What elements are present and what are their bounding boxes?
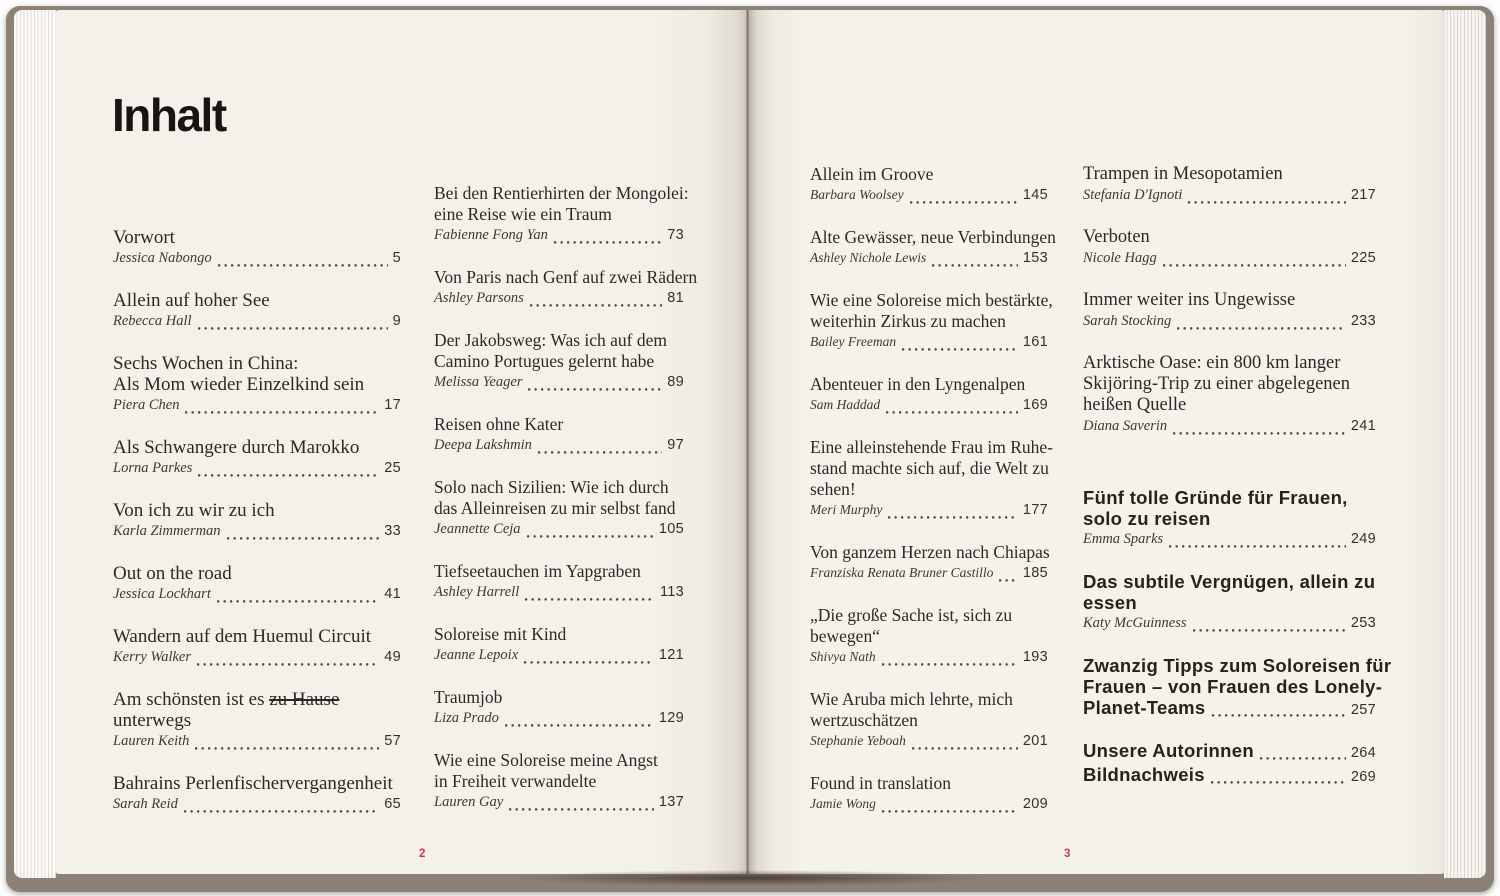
page-ref: 97 [667,437,684,453]
page-ref: 89 [667,374,684,390]
page-ref: 225 [1350,250,1376,266]
entry-title-line: Verboten [1083,227,1150,247]
toc-entry [113,563,401,607]
entry-title-line: unterwegs [113,710,192,731]
dotted-leader [1193,629,1346,632]
entry-title-line: in Freiheit verwandelte [434,771,597,791]
entry-author-line [810,334,1048,355]
page-edges-right [1444,10,1486,878]
author-name: Nicole Hagg [1083,250,1157,266]
entry-title-line: Bei den Rentierhirten der Mongolei: [434,183,689,203]
dotted-leader [527,535,654,538]
entry-author-line [810,250,1048,271]
toc-entry [434,183,689,248]
toc-entry [113,500,401,544]
toc-entry [434,687,684,731]
author-name: Deepa Lakshmin [434,437,532,453]
toc-entry [810,437,1053,523]
dotted-leader [509,808,654,811]
dotted-leader [932,264,1018,267]
entry-title-line: Von Paris nach Genf auf zwei Rädern [434,267,698,287]
page-ref: 41 [384,586,401,602]
page-ref: 129 [658,710,684,726]
entry-author-line [810,733,1048,754]
author-name: Sarah Stocking [1083,313,1172,329]
spine-shadow [512,870,988,886]
page-ref: 177 [1022,502,1048,518]
entry-title-line: Immer weiter ins Ungewisse [1083,290,1296,310]
author-name: Emma Sparks [1083,531,1164,547]
book-gutter [746,10,749,874]
entry-title-line: Wie eine Soloreise meine Angst [434,750,658,770]
entry-title-line: Als Mom wieder Einzelkind sein [113,374,365,395]
toc-entry [434,624,684,668]
entry-title-line: Bildnachweis 269 [1083,764,1376,788]
entry-title-line: Reisen ohne Kater [434,414,564,434]
author-name: Ashley Nichole Lewis [810,250,927,265]
dotted-leader [198,327,388,330]
entry-author-line [113,733,401,754]
toc-entry [434,330,684,395]
dotted-leader [888,516,1018,519]
book [6,6,1494,892]
entry-title-line: Zwanzig Tipps zum Soloreisen für [1083,655,1392,676]
author-name: Ashley Harrell [434,584,520,600]
toc-column-4 [1083,164,1392,807]
dotted-leader [902,348,1018,351]
dotted-leader [538,451,662,454]
toc-entry [434,267,698,311]
author-name: Franziska Renata Bruner Castillo [810,565,994,580]
entry-title-line: essen [1083,592,1137,613]
dotted-leader [185,411,379,414]
entry-author-line [113,649,401,670]
entry-title-line: wertzuschätzen [810,710,918,730]
entry-author-line [1083,250,1376,271]
author-name: Jamie Wong [810,796,876,811]
page-ref: 57 [384,733,401,749]
entry-title-line: Trampen in Mesopotamien [1083,164,1283,184]
author-name: Katy McGuinness [1083,615,1187,631]
entry-title-line: sehen! [810,479,856,499]
toc-entry [1083,290,1376,334]
entry-author-line [434,437,684,458]
entry-author-line [810,565,1048,586]
page-ref: 161 [1022,334,1048,350]
page-ref: 33 [384,523,401,539]
page-ref: 9 [392,313,401,329]
entry-title-line: bewegen“ [810,626,880,646]
entry-author-line [434,521,684,542]
author-name: Lauren Gay [434,794,504,810]
author-name: Meri Murphy [810,502,883,517]
author-name: Shivya Nath [810,649,876,664]
author-name: Jessica Nabongo [113,250,212,266]
page-ref: 113 [659,584,684,600]
entry-author-line [810,187,1048,208]
entry-title-line: Vorwort [113,227,175,248]
author-name: Lorna Parkes [113,460,193,476]
entry-title-line: Von ganzem Herzen nach Chiapas [810,542,1050,562]
toc-entry [434,750,684,815]
folio-left: 2 [419,848,426,860]
dotted-leader [999,579,1018,582]
author-name: Sam Haddad [810,397,881,412]
author-name: Bailey Freeman [810,334,897,349]
toc-entry [113,227,401,271]
toc-entry [113,689,401,754]
entry-title-line: Frauen – von Frauen des Lonely- [1083,676,1383,697]
entry-title-line: Wie Aruba mich lehrte, mich [810,689,1013,709]
dotted-leader [1177,327,1346,330]
dotted-leader [910,201,1018,204]
entry-author-line [810,796,1048,817]
page-ref: 81 [667,290,684,306]
entry-title-line: Solo nach Sizilien: Wie ich durch [434,477,669,497]
author-name: Rebecca Hall [113,313,192,329]
author-name: Liza Prado [434,710,499,726]
page-ref: 249 [1350,531,1376,547]
toc-entry [810,689,1048,754]
folio-right: 3 [1064,848,1071,860]
struck-text: zu Hause [269,689,340,710]
entry-title-line: Unsere Autorinnen 264 [1083,740,1376,764]
entry-author-line [434,647,684,668]
dotted-leader [554,241,662,244]
entry-author-line [1083,418,1376,439]
entry-author-line [434,227,684,248]
entry-title-line: Camino Portugues gelernt habe [434,351,655,371]
author-name: Jeanne Lepoix [434,647,519,663]
entry-title-line: Von ich zu wir zu ich [113,500,275,521]
dotted-leader [227,537,380,540]
page-ref: 241 [1350,418,1376,434]
author-name: Diana Saverin [1083,418,1168,434]
entry-author-line [113,586,401,607]
entry-author-line [810,397,1048,418]
dotted-leader [1260,757,1346,760]
dotted-leader [1169,545,1346,548]
entry-author-line [810,502,1048,523]
toc-entry [810,773,1048,817]
entry-title-line: stand machte sich auf, die Welt zu [810,458,1049,478]
entry-title-line: Der Jakobsweg: Was ich auf dem [434,330,667,350]
toc-entry [113,773,401,817]
toc-entry [1083,164,1376,208]
dotted-leader [886,411,1018,414]
dotted-leader [1163,264,1346,267]
entry-title-line: Bahrains Perlenfischervergangenheit [113,773,393,794]
dotted-leader [197,663,379,666]
entry-title-line: Sechs Wochen in China: [113,353,299,374]
entry-author-line [434,290,684,311]
page-ref: 269 [1350,769,1376,785]
entry-title-line: heißen Quelle [1083,395,1187,415]
author-name: Kerry Walker [113,649,191,665]
entry-title-line: Skijöring-Trip zu einer abgelegenen [1083,374,1350,394]
page-edges-left [14,10,56,878]
entry-title-line: eine Reise wie ein Traum [434,204,612,224]
entry-title-line: Wie eine Soloreise mich bestärkte, [810,290,1053,310]
entry-author-line [434,584,684,605]
toc-entry [1083,571,1376,636]
toc-entry [1083,227,1376,271]
page-ref: 217 [1350,187,1376,203]
entry-title-line: Alte Gewässer, neue Verbindungen [810,227,1056,247]
entry-title-line: Out on the road [113,563,232,584]
toc-entry [810,164,1048,208]
entry-author-line [1083,615,1376,636]
entry-title-line: Soloreise mit Kind [434,624,567,644]
toc-entry [1083,740,1376,764]
page-ref: 105 [658,521,684,537]
entry-author-line [434,374,684,395]
entry-author-line [113,460,401,481]
author-name: Melissa Yeager [434,374,523,390]
dotted-leader [198,474,379,477]
dotted-leader [184,810,379,813]
entry-title-line: Arktische Oase: ein 800 km langer [1083,353,1341,373]
toc-entry [434,561,684,605]
entry-author-line [434,794,684,815]
page-ref: 17 [384,397,401,413]
dotted-leader [912,747,1018,750]
dotted-leader [524,661,654,664]
dotted-leader [195,747,379,750]
entry-title-line: Traumjob [434,687,503,707]
entry-title-line: Fünf tolle Gründe für Frauen, [1083,487,1348,508]
entry-author-line [113,250,401,271]
toc-entry [1083,655,1392,721]
dotted-leader [1173,432,1346,435]
author-name: Lauren Keith [113,733,190,749]
dotted-leader [530,304,662,307]
page-ref: 253 [1350,615,1376,631]
page-ref: 169 [1022,397,1048,413]
page-ref: 257 [1350,702,1376,718]
author-name: Jessica Lockhart [113,586,211,602]
author-name: Ashley Parsons [434,290,524,306]
dotted-leader [882,810,1018,813]
author-name: Piera Chen [113,397,180,413]
toc-column-2 [434,183,698,834]
entry-title-line: Tiefseetauchen im Yapgraben [434,561,641,581]
toc-entry [113,353,401,418]
entry-title-line: Allein auf hoher See [113,290,270,311]
entry-author-line [1083,187,1376,208]
entry-title-line: Am schönsten ist es zu Hause [113,689,340,710]
entry-title-line: Abenteuer in den Lyngenalpen [810,374,1026,394]
entry-author-line [113,313,401,334]
page-ref: 137 [658,794,684,810]
entry-title-line: Das subtile Vergnügen, allein zu [1083,571,1376,592]
toc-entry [113,290,401,334]
author-name: Jeannette Ceja [434,521,521,537]
dotted-leader [1211,781,1346,784]
toc-entry [810,374,1048,418]
entry-title-line: „Die große Sache ist, sich zu [810,605,1013,625]
author-name: Stephanie Yeboah [810,733,906,748]
toc-entry [113,437,401,481]
entry-author-line [810,649,1048,670]
entry-author-line [113,796,401,817]
page-ref: 121 [658,647,684,663]
entry-title-line: Planet-Teams 257 [1083,697,1376,721]
dotted-leader [882,663,1018,666]
entry-title-line: Wandern auf dem Huemul Circuit [113,626,372,647]
toc-entry [113,626,401,670]
author-name: Barbara Woolsey [810,187,904,202]
page-ref: 185 [1022,565,1048,581]
author-name: Fabienne Fong Yan [434,227,548,243]
page-ref: 264 [1350,745,1376,761]
dotted-leader [218,264,388,267]
toc-entry [810,605,1048,670]
toc-entry [810,542,1048,586]
entry-author-line [434,710,684,731]
page-ref: 233 [1350,313,1376,329]
toc-column-1 [113,227,401,836]
entry-title-line: das Alleinreisen zu mir selbst fand [434,498,676,518]
page-title: Inhalt [112,89,226,141]
entry-title-line: Found in translation [810,773,951,793]
entry-title-line: Allein im Groove [810,164,934,184]
page-ref: 193 [1022,649,1048,665]
dotted-leader [1188,201,1346,204]
page-ref: 65 [384,796,401,812]
toc-entry [1083,487,1376,552]
entry-title-line: solo zu reisen [1083,508,1211,529]
dotted-leader [528,388,662,391]
author-name: Karla Zimmerman [113,523,221,539]
page-ref: 5 [392,250,401,266]
page-ref: 201 [1022,733,1048,749]
page-ref: 73 [667,227,684,243]
toc-entry [434,414,684,458]
dotted-leader [505,724,654,727]
page-ref: 145 [1022,187,1048,203]
dotted-leader [217,600,379,603]
page-ref: 153 [1022,250,1048,266]
entry-title-line: weiterhin Zirkus zu machen [810,311,1006,331]
page-ref: 49 [384,649,401,665]
toc-entry [1083,353,1376,439]
entry-title-line: Als Schwangere durch Marokko [113,437,360,458]
dotted-leader [525,598,655,601]
entry-author-line [1083,313,1376,334]
toc-entry [1083,764,1376,788]
entry-author-line [1083,531,1376,552]
entry-author-line [113,523,401,544]
page-ref: 209 [1022,796,1048,812]
author-name: Stefania D'Ignoti [1083,187,1183,203]
entry-author-line [113,397,401,418]
author-name: Sarah Reid [113,796,178,812]
toc-entry [434,477,684,542]
toc-column-3 [810,164,1056,836]
toc-entry [810,290,1053,355]
page-ref: 25 [384,460,401,476]
dotted-leader [1212,714,1346,717]
toc-entry [810,227,1056,271]
entry-title-line: Eine alleinstehende Frau im Ruhe- [810,437,1053,457]
